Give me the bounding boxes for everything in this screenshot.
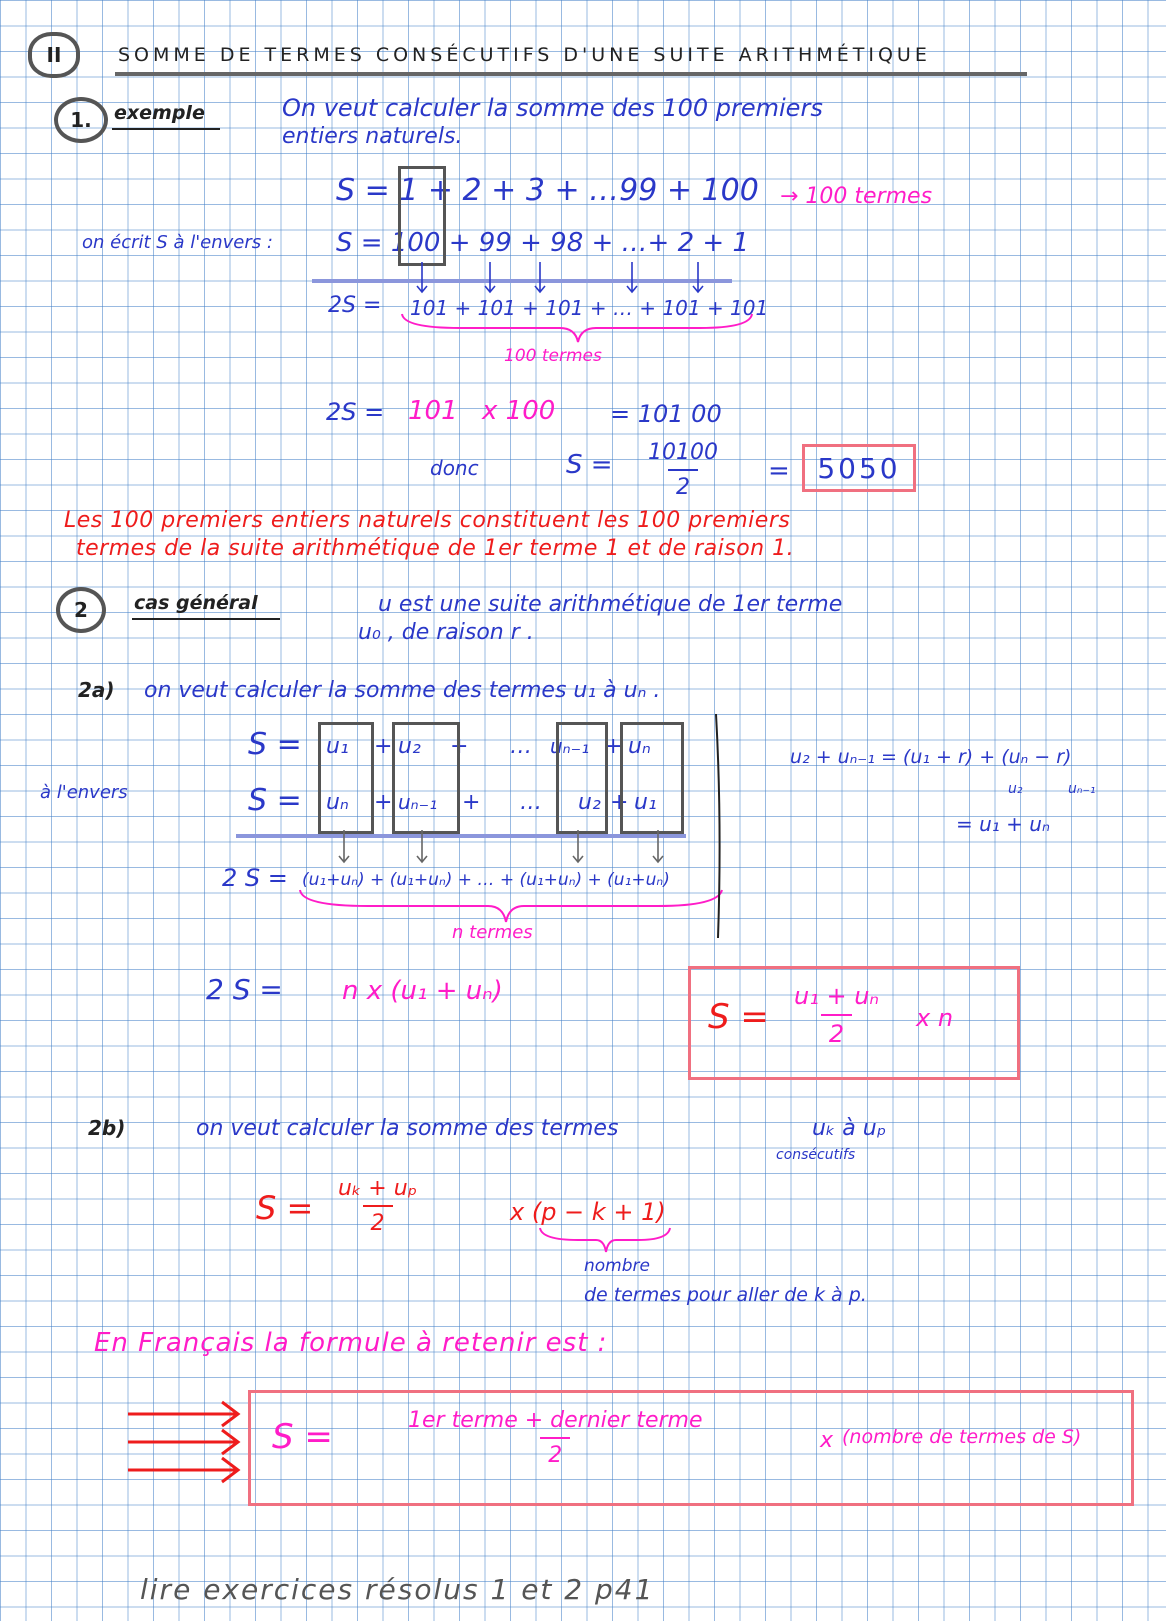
general-formula-fraction [786, 982, 887, 1048]
general-sum-2-term-3: u₂ [578, 790, 601, 815]
general-sum-1-plus-2: + [450, 734, 469, 759]
part-1-badge [54, 97, 108, 143]
formula-b-s: S = [256, 1189, 314, 1227]
result-box [802, 444, 916, 492]
general-sum-1-plus-1: + [374, 734, 393, 759]
example-sum-term-count: → 100 termes [780, 184, 933, 209]
general-sum-2-term-2: uₙ₋₁ [398, 790, 438, 814]
section-number-badge [28, 32, 80, 78]
column-box-2 [392, 722, 460, 834]
general-eq-lhs: 2 S = [206, 973, 283, 1006]
side-separator [706, 712, 726, 942]
general-sum-1-term-3: uₙ₋₁ [550, 734, 590, 758]
part-2a-text: on veut calculer la somme des termes u₁ à uₙ . [144, 678, 661, 703]
fraction-s: S = [566, 450, 613, 480]
section-title-underline [115, 72, 1027, 76]
general-formula-s: S = [708, 997, 769, 1037]
example-double-sum-lhs: 2S = [328, 293, 382, 318]
french-formula-fraction [400, 1408, 711, 1468]
example-sum-line: S = 1 + 2 + 3 + …99 + 100 [336, 173, 759, 208]
fraction-equals: = [768, 456, 790, 486]
column-box-4 [620, 722, 684, 834]
remark-line-2: termes de la suite arithmétique de 1er terme 1 et de raison 1. [76, 536, 795, 561]
part-2b-consecutive: consécutifs [776, 1147, 856, 1163]
section-title: SOMME DE TERMES CONSÉCUTIFS D'UNE SUITE ARITHMÉTIQUE [118, 44, 931, 66]
example-down-arrows [400, 262, 720, 298]
product-lhs: 2S = [326, 398, 385, 426]
french-formula-times: x [820, 1428, 834, 1453]
part-2b-terms: uₖ à uₚ [812, 1116, 887, 1141]
example-heading: exemple [114, 102, 205, 124]
general-formula-denominator: 2 [821, 1014, 852, 1048]
example-brace-label: 100 termes [504, 346, 602, 366]
general-sum-1-term-2: u₂ [398, 734, 421, 759]
part-2-badge [56, 587, 106, 633]
side-line-2: = u₁ + uₙ [956, 812, 1050, 836]
general-brace-label: n termes [452, 922, 533, 943]
example-brace [400, 312, 760, 348]
general-sum-2-ellipsis: … [520, 790, 542, 815]
example-fraction-numerator: 10100 [648, 440, 718, 465]
product-factor-2: x 100 [482, 396, 556, 426]
part-1-number: 1. [70, 108, 92, 132]
side-label-u2: u₂ [1008, 781, 1023, 797]
general-eq-rhs: n x (u₁ + uₙ) [342, 976, 503, 1006]
french-formula-numerator: 1er terme + dernier terme [408, 1408, 703, 1433]
general-heading: cas général [134, 592, 258, 614]
example-fraction-denominator: 2 [668, 469, 698, 500]
general-sum-2-plus-3: + [610, 790, 629, 815]
general-heading-underline [132, 618, 280, 620]
example-double-sum-rhs: 101 + 101 + 101 + … + 101 + 101 [410, 296, 769, 320]
general-sum-1-term-4: uₙ [628, 734, 651, 759]
general-double-lhs: 2 S = [222, 864, 288, 892]
formula-b-note-2: de termes pour aller de k à p. [584, 1284, 867, 1306]
product-factor-1: 101 [408, 396, 458, 426]
part-2b-text: on veut calculer la somme des termes [196, 1116, 619, 1141]
general-sum-2-term-4: u₁ [634, 790, 657, 815]
french-formula-denominator: 2 [540, 1437, 570, 1468]
section-number: II [46, 43, 62, 67]
column-box-1 [318, 722, 374, 834]
french-intro: En Français la formule à retenir est : [94, 1328, 608, 1358]
french-formula-s: S = [272, 1417, 333, 1457]
general-sum-2-s: S = [248, 783, 302, 818]
general-formula-numerator: u₁ + uₙ [794, 982, 879, 1010]
general-sum-1-term-1: u₁ [326, 734, 349, 759]
part-2a-label: 2a) [78, 678, 115, 702]
example-intro-2: entiers naturels. [282, 124, 463, 149]
footer-reading: lire exercices résolus 1 et 2 p41 [140, 1573, 655, 1606]
general-sum-1-plus-3: + [604, 734, 623, 759]
formula-b-numerator: uₖ + uₚ [338, 1176, 418, 1201]
formula-b-fraction [330, 1176, 425, 1236]
triple-arrow [124, 1396, 252, 1496]
column-box-3 [556, 722, 608, 834]
general-down-arrows [330, 830, 690, 870]
result-value: 5050 [817, 451, 901, 485]
french-formula-tail: (nombre de termes de S) [842, 1426, 1082, 1448]
first-term-column-box [398, 166, 446, 266]
example-fraction [640, 440, 726, 500]
general-reverse-label: à l'envers [40, 782, 128, 803]
general-sum-2-plus-2: + [462, 790, 481, 815]
side-label-un1: uₙ₋₁ [1068, 781, 1096, 797]
reverse-label: on écrit S à l'envers : [82, 232, 273, 253]
formula-b-note-1: nombre [584, 1256, 650, 1276]
general-double-rhs: (u₁+uₙ) + (u₁+uₙ) + … + (u₁+uₙ) + (u₁+uₙ) [302, 870, 670, 890]
example-heading-underline [112, 128, 220, 130]
general-formula-tail: x n [916, 1004, 954, 1032]
example-reverse-sum: S = 100 + 99 + 98 + …+ 2 + 1 [336, 228, 750, 258]
remark-line-1: Les 100 premiers entiers naturels constituent les 100 premiers [64, 508, 791, 533]
general-sum-2-plus-1: + [374, 790, 393, 815]
formula-b-brace [538, 1226, 678, 1256]
donc-label: donc [430, 456, 479, 480]
general-sum-2-term-1: uₙ [326, 790, 349, 815]
formula-b-tail: x (p − k + 1) [510, 1198, 666, 1226]
example-intro-1: On veut calculer la somme des 100 premiers [282, 94, 823, 122]
general-sum-1-ellipsis: … [510, 734, 532, 759]
general-intro-2: u₀ , de raison r . [358, 620, 534, 645]
part-2-number: 2 [74, 598, 88, 622]
side-line-1: u₂ + uₙ₋₁ = (u₁ + r) + (uₙ − r) [790, 746, 1072, 768]
product-result: = 101 00 [610, 400, 722, 428]
formula-b-denominator: 2 [363, 1205, 393, 1236]
part-2b-label: 2b) [88, 1116, 126, 1140]
general-sum-1-s: S = [248, 727, 302, 762]
general-intro-1: u est une suite arithmétique de 1er terme [378, 592, 843, 617]
